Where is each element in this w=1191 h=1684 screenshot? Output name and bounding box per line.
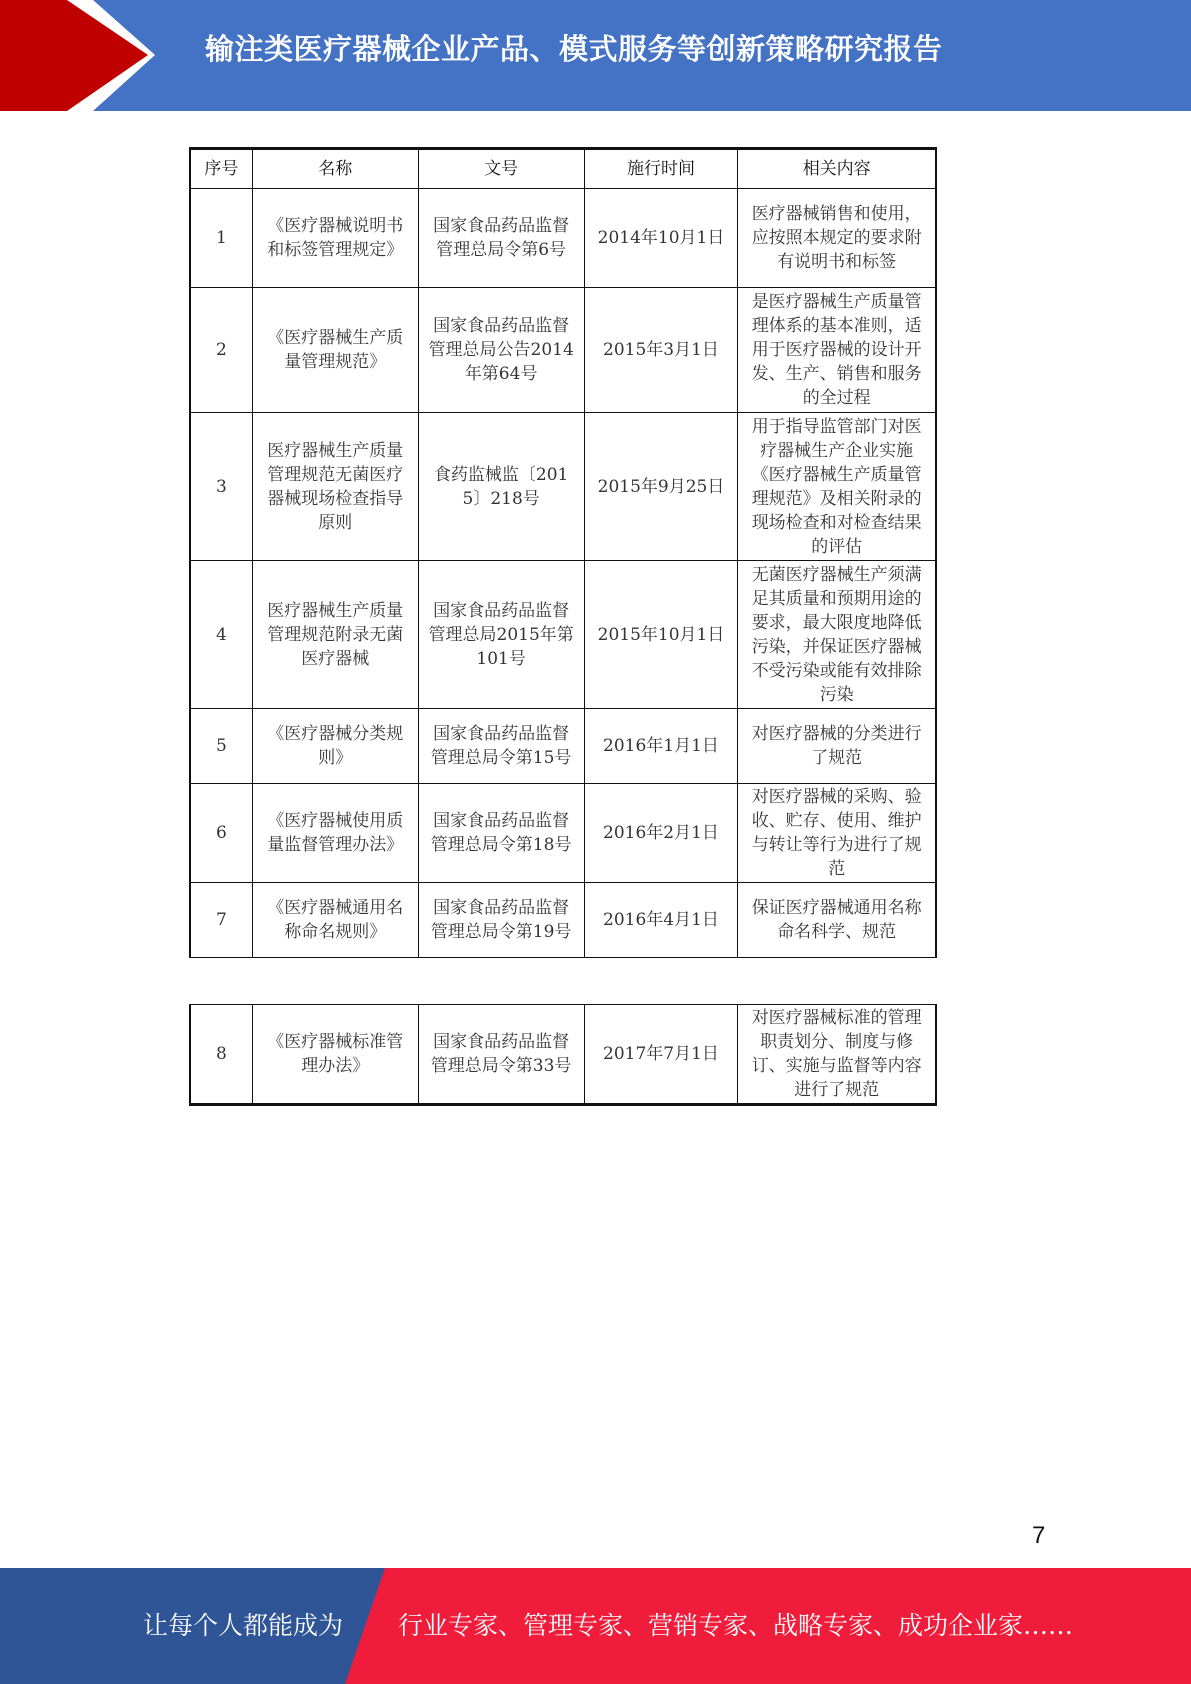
cell-content: 医疗器械销售和使用，应按照本规定的要求附有说明书和标签	[738, 189, 936, 288]
header-arrow-icon	[0, 0, 148, 111]
column-header-doc: 文号	[418, 149, 584, 189]
cell-seq: 5	[190, 709, 252, 784]
cell-content: 对医疗器械的分类进行了规范	[738, 709, 936, 784]
cell-name: 《医疗器械说明书和标签管理规定》	[252, 189, 418, 288]
regulations-table	[189, 147, 937, 958]
cell-date: 2016年2月1日	[584, 784, 738, 883]
regulations-table-continued	[189, 1004, 937, 1106]
table-row	[190, 561, 936, 709]
cell-content: 无菌医疗器械生产须满足其质量和预期用途的要求，最大限度地降低污染，并保证医疗器械不受污染或能有效排除污染	[738, 561, 936, 709]
cell-seq: 1	[190, 189, 252, 288]
footer-banner	[0, 1568, 1191, 1684]
cell-doc: 食药监械监〔2015〕218号	[418, 413, 584, 561]
cell-seq: 7	[190, 883, 252, 958]
cell-name: 医疗器械生产质量管理规范附录无菌医疗器械	[252, 561, 418, 709]
cell-seq: 2	[190, 288, 252, 413]
cell-content: 用于指导监管部门对医疗器械生产企业实施《医疗器械生产质量管理规范》及相关附录的现场检查和对检查结果的评估	[738, 413, 936, 561]
table-header-row	[190, 149, 936, 189]
report-title: 输注类医疗器械企业产品、模式服务等创新策略研究报告	[205, 32, 943, 66]
cell-content: 对医疗器械标准的管理职责划分、制度与修订、实施与监督等内容进行了规范	[738, 1005, 936, 1105]
table-row	[190, 709, 936, 784]
cell-content: 是医疗器械生产质量管理体系的基本准则，适用于医疗器械的设计开发、生产、销售和服务的全过程	[738, 288, 936, 413]
table-row	[190, 413, 936, 561]
page-number: 7	[1032, 1522, 1046, 1549]
cell-name: 《医疗器械生产质量管理规范》	[252, 288, 418, 413]
table-row	[190, 189, 936, 288]
cell-seq: 8	[190, 1005, 252, 1105]
cell-seq: 3	[190, 413, 252, 561]
cell-seq: 4	[190, 561, 252, 709]
cell-doc: 国家食品药品监督管理总局令第18号	[418, 784, 584, 883]
column-header-content: 相关内容	[738, 149, 936, 189]
cell-name: 《医疗器械分类规则》	[252, 709, 418, 784]
cell-date: 2016年4月1日	[584, 883, 738, 958]
cell-name: 医疗器械生产质量管理规范无菌医疗器械现场检查指导原则	[252, 413, 418, 561]
cell-date: 2015年9月25日	[584, 413, 738, 561]
cell-doc: 国家食品药品监督管理总局2015年第101号	[418, 561, 584, 709]
cell-doc: 国家食品药品监督管理总局令第15号	[418, 709, 584, 784]
column-header-date: 施行时间	[584, 149, 738, 189]
header-banner	[0, 0, 1191, 111]
cell-date: 2016年1月1日	[584, 709, 738, 784]
table-row	[190, 288, 936, 413]
cell-doc: 国家食品药品监督管理总局令第6号	[418, 189, 584, 288]
cell-name: 《医疗器械使用质量监督管理办法》	[252, 784, 418, 883]
cell-seq: 6	[190, 784, 252, 883]
cell-doc: 国家食品药品监督管理总局令第33号	[418, 1005, 584, 1105]
column-header-name: 名称	[252, 149, 418, 189]
cell-date: 2015年3月1日	[584, 288, 738, 413]
footer-slogan-right: 行业专家、管理专家、营销专家、战略专家、成功企业家……	[398, 1611, 1074, 1640]
cell-name: 《医疗器械通用名称命名规则》	[252, 883, 418, 958]
cell-date: 2015年10月1日	[584, 561, 738, 709]
cell-doc: 国家食品药品监督管理总局令第19号	[418, 883, 584, 958]
table-row	[190, 1005, 936, 1105]
cell-content: 保证医疗器械通用名称命名科学、规范	[738, 883, 936, 958]
column-header-seq: 序号	[190, 149, 252, 189]
cell-date: 2014年10月1日	[584, 189, 738, 288]
cell-content: 对医疗器械的采购、验收、贮存、使用、维护与转让等行为进行了规范	[738, 784, 936, 883]
cell-date: 2017年7月1日	[584, 1005, 738, 1105]
cell-name: 《医疗器械标准管理办法》	[252, 1005, 418, 1105]
cell-doc: 国家食品药品监督管理总局公告2014年第64号	[418, 288, 584, 413]
table-row	[190, 784, 936, 883]
table-row	[190, 883, 936, 958]
footer-slogan-left: 让每个人都能成为	[143, 1611, 344, 1640]
